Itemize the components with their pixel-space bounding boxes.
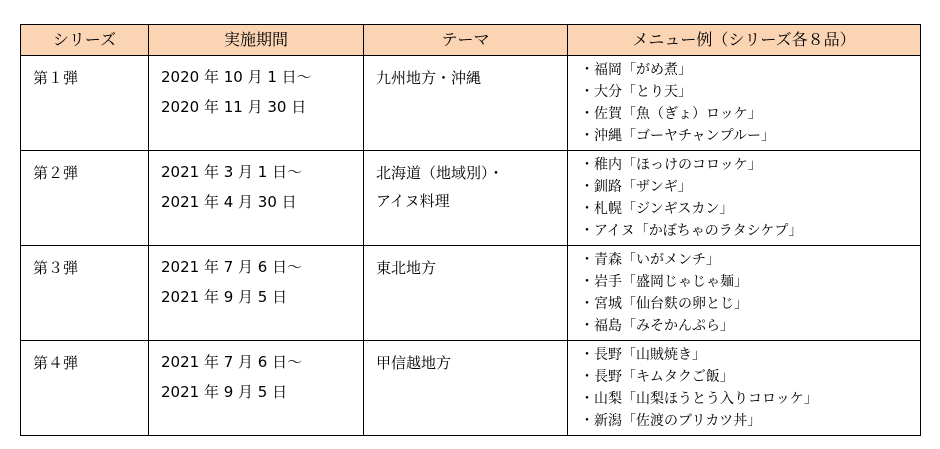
menu-cell [568,56,921,151]
menu-cell [568,246,921,341]
period-start: 2021 年 7 月 6 日～ [161,258,303,276]
series-cell [21,246,149,341]
period-cell [149,151,364,246]
series-label: 第３弾 [33,259,79,277]
menu-item: ・長野「山賊焼き」 [580,347,706,363]
menu-item: ・大分「とり天」 [580,84,692,100]
menu-list [568,341,920,435]
header-theme: テーマ [364,25,568,56]
period-start: 2021 年 7 月 6 日～ [161,353,303,371]
period-end: 2021 年 4 月 30 日 [161,193,297,211]
theme-line: 甲信越地方 [376,354,452,372]
theme-cell [364,151,568,246]
menu-item: ・沖縄「ゴーヤチャンプルー」 [580,128,776,144]
menu-cell [568,151,921,246]
menu-item: ・宮城「仙台麩の卵とじ」 [580,296,748,312]
menu-list [568,151,920,245]
menu-list [568,246,920,340]
theme-cell [364,246,568,341]
menu-cell [568,341,921,436]
period-cell [149,56,364,151]
theme-line: アイヌ料理 [376,192,450,210]
header-period: 実施期間 [149,25,364,56]
menu-list [568,56,920,150]
menu-item: ・佐賀「魚（ぎょ）ロッケ」 [580,106,762,122]
menu-item: ・長野「キムタクご飯」 [580,369,734,385]
series-label: 第２弾 [33,164,79,182]
period-start: 2021 年 3 月 1 日～ [161,163,303,181]
theme-line: 九州地方・沖縄 [376,69,482,87]
theme-line: 北海道（地域別）・ [376,164,504,182]
series-cell [21,56,149,151]
series-label: 第４弾 [33,354,79,372]
menu-item: ・釧路「ザンギ」 [580,179,692,195]
table-row [21,341,921,436]
series-cell [21,341,149,436]
table-row [21,56,921,151]
menu-item: ・稚内「ほっけのコロッケ」 [580,157,762,173]
theme-cell [364,341,568,436]
series-table [20,24,921,436]
period-end: 2021 年 9 月 5 日 [161,383,288,401]
period-end: 2021 年 9 月 5 日 [161,288,288,306]
period-cell [149,246,364,341]
theme-line: 東北地方 [376,259,437,277]
menu-item: ・青森「いがメンチ」 [580,252,720,268]
menu-item: ・福岡「がめ煮」 [580,62,692,78]
period-end: 2020 年 11 月 30 日 [161,98,307,116]
menu-item: ・岩手「盛岡じゃじゃ麺」 [580,274,748,290]
table-row [21,246,921,341]
header-series: シリーズ [21,25,149,56]
menu-item: ・福島「みそかんぷら」 [580,318,734,334]
menu-item: ・アイヌ「かぼちゃのラタシケプ」 [580,223,803,239]
period-cell [149,341,364,436]
table-row [21,151,921,246]
series-label: 第１弾 [33,69,79,87]
series-cell [21,151,149,246]
menu-item: ・山梨「山梨ほうとう入りコロッケ」 [580,391,818,407]
period-start: 2020 年 10 月 1 日～ [161,68,312,86]
menu-item: ・新潟「佐渡のブリカツ丼」 [580,413,762,429]
header-menu: メニュー例（シリーズ各８品） [568,25,921,56]
theme-cell [364,56,568,151]
header-row [21,25,921,56]
menu-item: ・札幌「ジンギスカン」 [580,201,734,217]
